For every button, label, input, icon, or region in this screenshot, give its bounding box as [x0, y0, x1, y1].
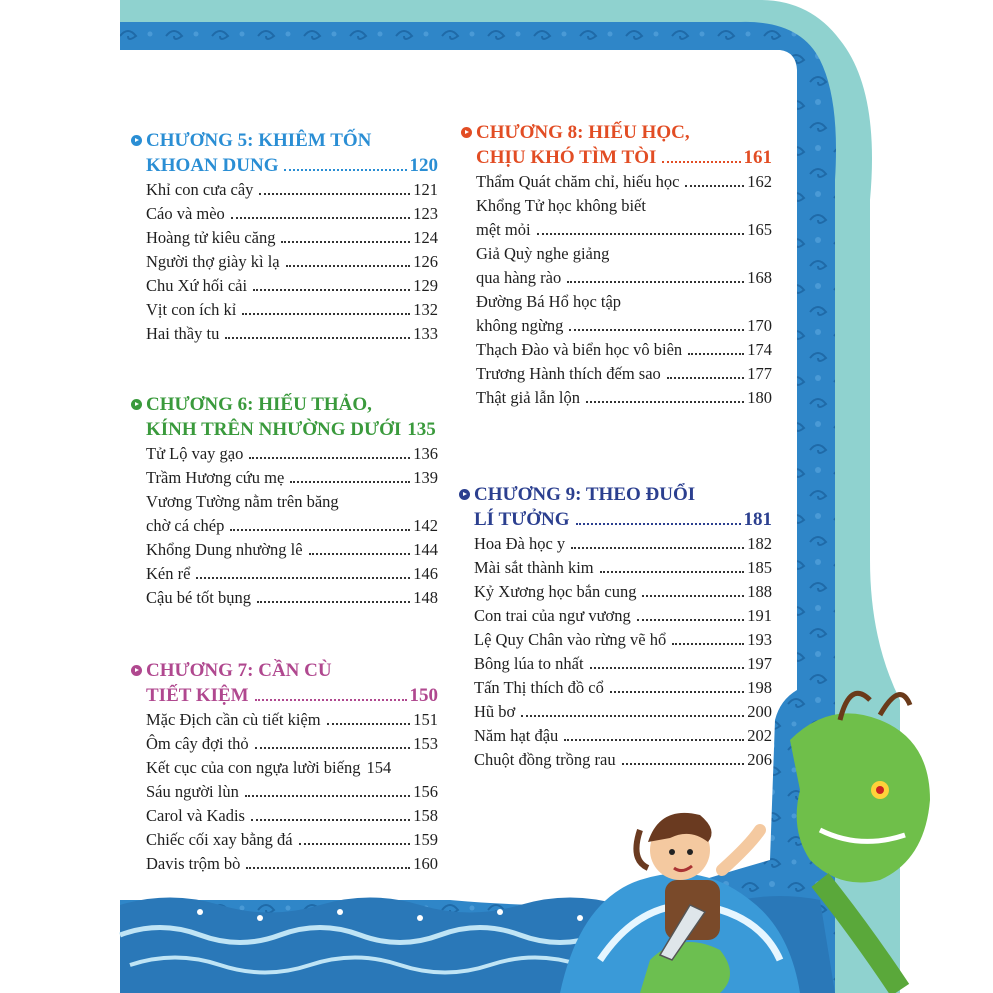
toc-entry[interactable]: Chiếc cối xay bằng đá 159 — [146, 830, 438, 849]
toc-entry[interactable]: Khỉ con cưa cây 121 — [146, 180, 438, 199]
toc-entry[interactable]: Cáo và mèo 123 — [146, 204, 438, 223]
play-bullet-icon — [131, 665, 142, 676]
chapter-title-line2: TIẾT KIỆM 150 — [146, 685, 438, 706]
toc-entry[interactable]: Trầm Hương cứu mẹ 139 — [146, 468, 438, 487]
chapter-8-section — [476, 120, 772, 410]
chapter-title-line1: CHƯƠNG 9: THEO ĐUỔI — [474, 484, 696, 505]
toc-entry-line1[interactable]: Khổng Tử học không biết — [476, 196, 646, 215]
toc-entry[interactable]: Bông lúa to nhất 197 — [474, 654, 772, 673]
play-bullet-icon — [131, 399, 142, 410]
dot-leader — [576, 523, 741, 525]
toc-entry[interactable]: Cậu bé tốt bụng 148 — [146, 588, 438, 607]
toc-entry[interactable]: Chu Xứ hối cải 129 — [146, 276, 438, 295]
chapter-7-section — [146, 658, 438, 876]
dot-leader — [255, 699, 407, 701]
toc-entry[interactable]: Thạch Đào và biển học vô biên 174 — [476, 340, 772, 359]
play-bullet-icon — [459, 489, 470, 500]
toc-entry[interactable]: mệt mỏi 165 — [476, 220, 772, 239]
chapter-title-line2: LÍ TƯỞNG 181 — [474, 509, 772, 530]
toc-entry[interactable]: Kỷ Xương học bắn cung 188 — [474, 582, 772, 601]
toc-entry[interactable]: Mài sắt thành kim 185 — [474, 558, 772, 577]
chapter-6-heading[interactable] — [146, 392, 438, 442]
chapter-title-line1: CHƯƠNG 7: CẦN CÙ — [146, 660, 332, 681]
toc-entry[interactable]: Hoa Đà học y 182 — [474, 534, 772, 553]
toc-entry[interactable]: Năm hạt đậu 202 — [474, 726, 772, 745]
toc-entry-line1[interactable]: Vương Tường nằm trên băng — [146, 492, 339, 511]
toc-entry[interactable]: Davis trộm bò 160 — [146, 854, 438, 873]
toc-entry[interactable]: Trương Hành thích đếm sao 177 — [476, 364, 772, 383]
toc-entry[interactable]: Chuột đồng trồng rau 206 — [474, 750, 772, 769]
chapter-5-heading[interactable] — [146, 128, 438, 178]
chapter-6-section — [146, 392, 438, 610]
chapter-page: 181 — [743, 509, 772, 530]
chapter-9-heading[interactable] — [474, 482, 772, 532]
toc-entry[interactable]: Tử Lộ vay gạo 136 — [146, 444, 438, 463]
dot-leader — [284, 169, 406, 171]
toc-entry[interactable]: Hoàng tử kiêu căng 124 — [146, 228, 438, 247]
play-bullet-icon — [131, 135, 142, 146]
chapter-page: 150 — [409, 685, 438, 706]
toc-entry[interactable]: Hũ bơ 200 — [474, 702, 772, 721]
chapter-5-section — [146, 128, 438, 346]
chapter-title-line1: CHƯƠNG 6: HIẾU THẢO, — [146, 394, 372, 415]
toc-entry[interactable]: chờ cá chép 142 — [146, 516, 438, 535]
toc-entry[interactable]: Tấn Thị thích đồ cổ 198 — [474, 678, 772, 697]
chapter-page: 120 — [409, 155, 438, 176]
chapter-title-line2: KÍNH TRÊN NHƯỜNG DƯỚI 135 — [146, 419, 436, 440]
toc-entry[interactable]: không ngừng 170 — [476, 316, 772, 335]
toc-entry[interactable]: Carol và Kadis 158 — [146, 806, 438, 825]
toc-entry[interactable]: Vịt con ích kỉ 132 — [146, 300, 438, 319]
toc-entry[interactable]: Hai thầy tu 133 — [146, 324, 438, 343]
chapter-title-line1: CHƯƠNG 8: HIẾU HỌC, — [476, 122, 690, 143]
toc-entry[interactable]: Thật giả lẫn lộn 180 — [476, 388, 772, 407]
chapter-9-section — [474, 482, 772, 772]
toc-entry[interactable]: Người thợ giày kì lạ 126 — [146, 252, 438, 271]
chapter-title-line2: KHOAN DUNG 120 — [146, 155, 438, 176]
toc-entry-line1[interactable]: Đường Bá Hổ học tập — [476, 292, 622, 311]
chapter-title-line2: CHỊU KHÓ TÌM TÒI 161 — [476, 147, 772, 168]
toc-entry[interactable]: Lệ Quy Chân vào rừng vẽ hổ 193 — [474, 630, 772, 649]
toc-entry[interactable]: Khổng Dung nhường lê 144 — [146, 540, 438, 559]
chapter-8-heading[interactable] — [476, 120, 772, 170]
toc-entry[interactable]: Thẩm Quát chăm chỉ, hiếu học 162 — [476, 172, 772, 191]
play-bullet-icon — [461, 127, 472, 138]
chapter-page: 161 — [743, 147, 772, 168]
toc-entry[interactable]: Ôm cây đợi thỏ 153 — [146, 734, 438, 753]
toc-entry[interactable]: Kết cục của con ngựa lười biếng 154 — [146, 758, 392, 777]
toc-entry-line1[interactable]: Giả Quỳ nghe giảng — [476, 244, 610, 263]
toc-entry[interactable]: Mặc Địch cần cù tiết kiệm 151 — [146, 710, 438, 729]
dot-leader — [662, 161, 740, 163]
toc-entry[interactable]: Kén rể 146 — [146, 564, 438, 583]
chapter-title-line1: CHƯƠNG 5: KHIÊM TỐN — [146, 130, 372, 151]
toc-entry[interactable]: Sáu người lùn 156 — [146, 782, 438, 801]
chapter-page: 135 — [407, 419, 436, 440]
chapter-7-heading[interactable] — [146, 658, 438, 708]
toc-entry[interactable]: qua hàng rào 168 — [476, 268, 772, 287]
toc-entry[interactable]: Con trai của ngư vương 191 — [474, 606, 772, 625]
